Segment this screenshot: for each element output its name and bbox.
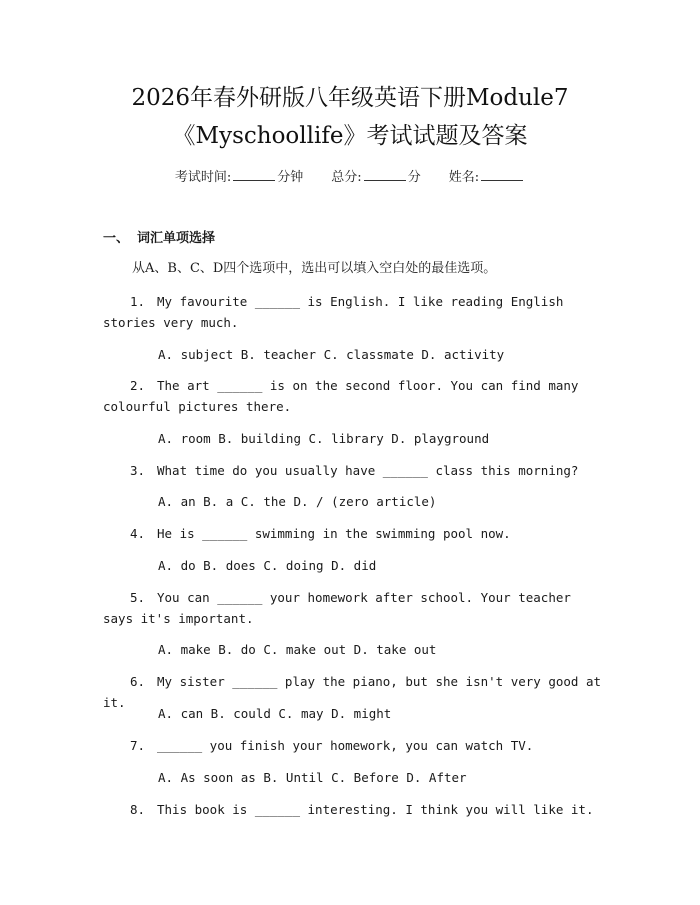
section-heading xyxy=(103,228,215,250)
section-number: 一、 xyxy=(103,231,130,246)
question-8 xyxy=(103,799,603,820)
question-number: 4. xyxy=(130,526,146,541)
question-text: This book is ______ interesting. I think you will like it. xyxy=(157,802,594,817)
question-6-options: A. can B. could C. may D. might xyxy=(158,706,392,721)
question-7-options: A. As soon as B. Until C. Before D. After xyxy=(158,770,467,785)
question-1-options: A. subject B. teacher C. classmate D. activity xyxy=(158,347,505,362)
total-score-blank[interactable] xyxy=(364,166,406,181)
document-title-line2: 《Myschoollife》考试试题及答案 xyxy=(172,123,528,149)
question-number: 3. xyxy=(130,463,146,478)
question-text: My sister ______ play the piano, but she isn't very good at it. xyxy=(103,674,602,710)
section-title: 词汇单项选择 xyxy=(137,231,216,246)
question-5-options: A. make B. do C. make out D. take out xyxy=(158,642,437,657)
section-instruction: 从A、B、C、D四个选项中，选出可以填入空白处的最佳选项。 xyxy=(132,261,497,276)
question-number: 5. xyxy=(130,590,146,605)
question-text: What time do you usually have ______ class this morning? xyxy=(157,463,579,478)
exam-time-blank[interactable] xyxy=(233,166,275,181)
question-2 xyxy=(103,375,603,417)
student-name-field xyxy=(449,166,525,189)
question-text: My favourite ______ is English. I like reading English stories very much. xyxy=(103,294,564,330)
exam-time-unit: 分钟 xyxy=(277,170,304,185)
exam-time-field xyxy=(175,166,303,189)
question-2-options: A. room B. building C. library D. playground xyxy=(158,431,490,446)
total-score-label: 总分: xyxy=(331,170,362,185)
question-number: 6. xyxy=(130,674,146,689)
question-number: 1. xyxy=(130,294,146,309)
student-name-label: 姓名: xyxy=(448,170,480,185)
document-title-line1: 2026年春外研版八年级英语下册Module7 xyxy=(131,85,569,111)
question-text: The art ______ is on the second floor. You can find many colourful pictures there. xyxy=(103,378,579,414)
exam-info-row xyxy=(0,166,700,189)
question-4-options: A. do B. does C. doing D. did xyxy=(158,558,377,573)
question-1 xyxy=(103,291,603,333)
question-number: 7. xyxy=(130,738,146,753)
total-score-field xyxy=(331,166,420,189)
question-7 xyxy=(103,735,603,756)
total-score-unit: 分 xyxy=(407,170,421,185)
question-5 xyxy=(103,587,603,629)
question-4 xyxy=(103,523,603,544)
question-number: 2. xyxy=(130,378,146,393)
exam-time-label: 考试时间: xyxy=(174,170,232,185)
question-3 xyxy=(103,460,603,481)
question-3-options: A. an B. a C. the D. / (zero article) xyxy=(158,494,437,509)
question-number: 8. xyxy=(130,802,146,817)
question-text: ______ you finish your homework, you can watch TV. xyxy=(157,738,534,753)
question-text: You can ______ your homework after school. Your teacher says it's important. xyxy=(103,590,571,626)
student-name-blank[interactable] xyxy=(481,166,523,181)
question-text: He is ______ swimming in the swimming pool now. xyxy=(157,526,511,541)
